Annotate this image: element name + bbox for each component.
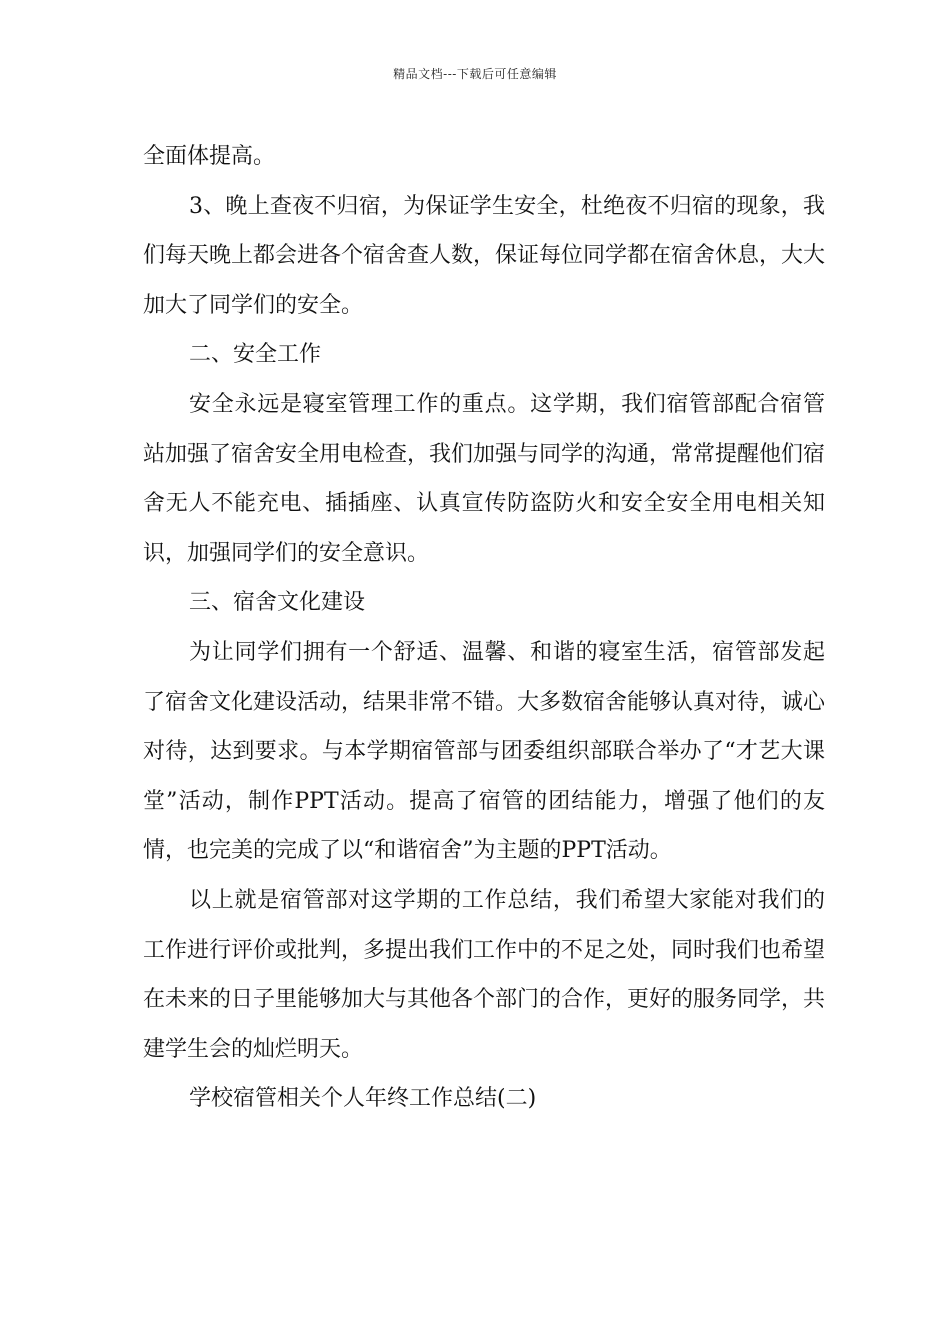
paragraph-continuation: 全面体提高。	[143, 144, 276, 169]
paragraph-culture: 为让同学们拥有一个舒适、温馨、和谐的寝室生活，宿管部发起了宿舍文化建设活动，结果非常不错。大多数宿舍能够认真对待，诚心对待，达到要求。与本学期宿管部与团委组织部联合举办了“才艺大课堂”活动，制作PPT活动。提高了宿管的团结能力，增强了他们的友情，也完美的完成了以“和谐宿舍”为主题的PPT活动。	[143, 639, 826, 864]
document-subtitle: 学校宿管相关个人年终工作总结(二)	[189, 1086, 537, 1112]
paragraph-conclusion: 以上就是宿管部对这学期的工作总结，我们希望大家能对我们的工作进行评价或批判，多提出我们工作中的不足之处，同时我们也希望在未来的日子里能够加大与其他各个部门的合作，更好的服务同学，共建学生会的灿烂明天。	[143, 887, 826, 1062]
document-body	[143, 132, 825, 1124]
page-header: 精品文档---下载后可任意编辑	[393, 67, 557, 81]
section-heading-culture: 三、宿舍文化建设	[189, 590, 366, 616]
paragraph-night-check: 3、晚上查夜不归宿，为保证学生安全，杜绝夜不归宿的现象，我们每天晚上都会进各个宿舍查人数，保证每位同学都在宿舍休息，大大加大了同学们的安全。	[143, 193, 826, 318]
section-heading-safety: 二、安全工作	[189, 342, 322, 368]
paragraph-safety: 安全永远是寝室管理工作的重点。这学期，我们宿管部配合宿管站加强了宿舍安全用电检查，我们加强与同学的沟通，常常提醒他们宿舍无人不能充电、插插座、认真宣传防盗防火和安全安全用电相关知识，加强同学们的安全意识。	[143, 391, 826, 566]
